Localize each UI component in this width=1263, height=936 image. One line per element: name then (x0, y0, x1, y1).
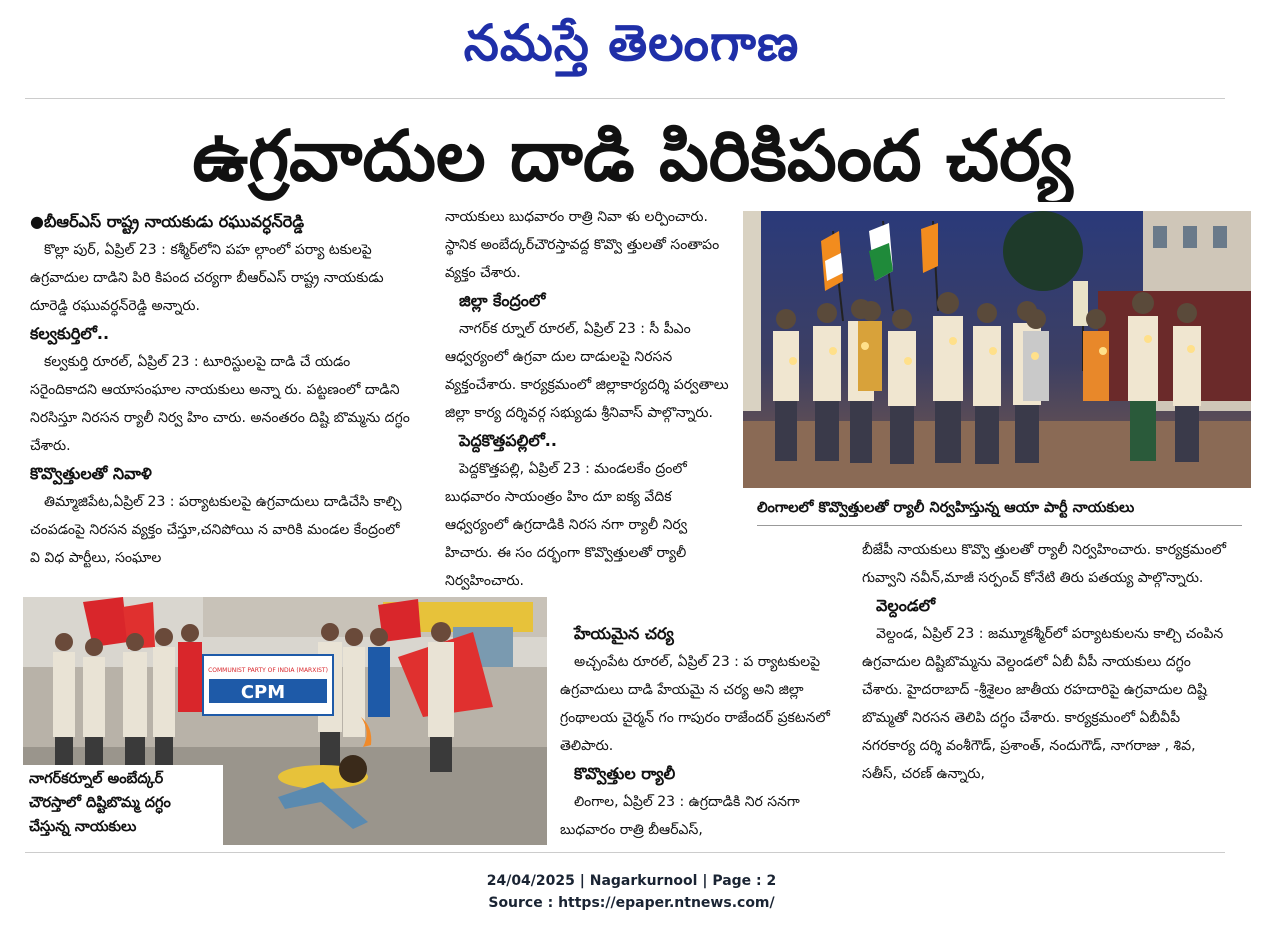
subheading: కల్వకుర్తిలో.. (30, 324, 110, 343)
banner-cpm-text: CPM (240, 682, 286, 703)
subheading: వెల్దండలో (876, 596, 936, 615)
subheading: జిల్లా కేంద్రంలో (459, 291, 546, 310)
paragraph: పెద్దకొత్తపల్లి, ఏప్రిల్ 23 : మండలకేం ద్రంలో బుధవారం సాయంత్రం హిం దూ ఐక్య వేదిక ఆధ్వర్యంలో ఉగ్రదాడికి నిరస నగా ర్యాలీ నిర్వ హిచారు. ఈ సం దర్భంగా కొవ్వొత్తులతో ర్యాలీ నిర్వహించారు. (445, 461, 688, 589)
subheading: ●బీఆర్ఎస్ రాష్ట్ర నాయకుడు రఘువర్ధన్‌రెడ్డి (30, 212, 305, 231)
article-column-1 (30, 208, 410, 586)
footer-source: Source : https://epaper.ntnews.com/ (488, 895, 775, 911)
footer (0, 870, 1263, 914)
article-column-2-continued (560, 620, 845, 845)
caption-line: చేస్తున్న నాయకులు (29, 819, 137, 835)
headline: ఉగ్రవాదుల దాడి పిరికిపంద చర్య (192, 115, 1073, 197)
photo-caption: లింగాలలో కొవ్వొత్తులతో ర్యాలీ నిర్వహిస్తున్న ఆయా పార్టీ నాయకులు (757, 500, 1135, 516)
banner-small-text: COMMUNIST PARTY OF INDIA (MARXIST) (208, 667, 328, 674)
caption-line: చౌరస్తాలో దిష్టిబొమ్మ దగ్ధం (29, 795, 171, 811)
paragraph: లింగాల, ఏప్రిల్ 23 : ఉగ్రదాడికి నిర సనగా బుధవారం రాత్రి బీఆర్ఎస్, (560, 794, 800, 838)
candle-rally-illustration (743, 211, 1251, 488)
top-divider (25, 98, 1225, 99)
bottom-divider (25, 852, 1225, 853)
subheading: కొవ్వొత్తుల ర్యాలీ (574, 764, 676, 783)
paragraph: తిమ్మాజిపేట,ఏప్రిల్ 23 : పర్యాటకులపై ఉగ్రవాదులు దాడిచేసి కాల్చి చంపడంపై నిరసన వ్యక్తం చేస్తూ,చనిపోయి న వారికి మండల కేంద్రంలో వి విధ పార్టీలు, సంఘాల (30, 494, 402, 566)
subheading: హేయమైన చర్య (574, 624, 674, 643)
subheading: కొవ్వొత్తులతో నివాళి (30, 464, 152, 483)
article-column-3 (862, 536, 1227, 846)
paragraph: నాగర్‌క ర్నూల్ రూరల్, ఏప్రిల్ 23 : సీ పీఎం ఆధ్వర్యంలో ఉగ్రవా దుల దాడులపై నిరసన వ్యక్తంచేశారు. కార్యక్రమంలో జిల్లాకార్యదర్శి పర్వతాలు జిల్లా కార్య దర్శివర్గ సభ్యుడు శ్రీనివాస్ పాల్గొన్నారు. (445, 321, 729, 421)
candle-rally-photo (743, 211, 1251, 488)
paragraph: నాయకులు బుధవారం రాత్రి నివా ళు లర్పించారు. స్థానిక అంబేద్కర్‌చౌరస్తావద్ద కొవ్వొ త్తులతో సంతాపం వ్యక్తం చేశారు. (445, 209, 720, 281)
article-column-2 (445, 203, 737, 616)
caption-line: నాగర్‌కర్నూల్ అంబేద్కర్ (29, 771, 164, 787)
masthead-logo: నమస్తే తెలంగాణ (463, 14, 800, 72)
paragraph: అచ్చంపేట రూరల్, ఏప్రిల్ 23 : ప ర్యాటకులపై ఉగ్రవాదులు దాడి హేయమై న చర్య అని జిల్లా గ్రంథాలయ చైర్మన్ గం గాపురం రాజేందర్ ప్రకటనలో తెలిపారు. (560, 654, 830, 754)
paragraph: కల్వకుర్తి రూరల్, ఏప్రిల్ 23 : టూరిస్టులపై దాడి చే యడం సరైందికాదని ఆయాసంఘాల నాయకులు అన్నా రు. పట్టణంలో దాడిని నిరసిస్తూ నిరసన ర్యాలీ నిర్వ హిం చారు. అనంతరం దిష్టి బొమ్మను దగ్ధం చేశారు. (30, 354, 410, 454)
subheading: పెద్దకొత్తపల్లిలో.. (459, 431, 557, 450)
footer-date-edition: 24/04/2025 | Nagarkurnool | Page : 2 (486, 873, 777, 889)
photo-caption-box (23, 765, 223, 845)
paragraph: వెల్దండ, ఏప్రిల్ 23 : జమ్మూకశ్మీర్‌లో పర్యాటకులను కాల్చి చంపిన ఉగ్రవాదుల దిష్టిబొమ్మను వెల్దండలో ఏబీ వీపీ నాయకులు దగ్ధం చేశారు. హైదరాబాద్ -శ్రీశైలం జాతీయ రహదారిపై ఉగ్రవాదుల దిష్టి బొమ్మతో నిరసన తెలిపి దగ్ధం చేశారు. కార్యక్రమంలో ఏబీవీపీ నగరకార్య దర్శి వంశీగౌడ్, ప్రశాంత్, నందుగౌడ్, నాగరాజు , శివ, సతీస్, చరణ్ ఉన్నారు, (862, 626, 1224, 782)
paragraph: బీజేపీ నాయకులు కొవ్వొ త్తులతో ర్యాలీ నిర్వహించారు. కార్యక్రమంలో గువ్వాని నవీన్,మాజీ సర్పంచ్ కోనేటి తిరు పతయ్య పాల్గొన్నారు. (862, 542, 1227, 586)
paragraph: కొల్లా పుర్, ఏప్రిల్ 23 : కశ్మీర్‌లోని పహ ల్గాంలో పర్యా టకులపై ఉగ్రవాదుల దాడిని పిరి కిపంద చర్యగా బీఆర్ఎస్ రాష్ట్ర నాయకుడు దూరెడ్డి రఘువర్ధన్‌రెడ్డి అన్నారు. (30, 242, 384, 314)
caption-underline (757, 525, 1242, 526)
